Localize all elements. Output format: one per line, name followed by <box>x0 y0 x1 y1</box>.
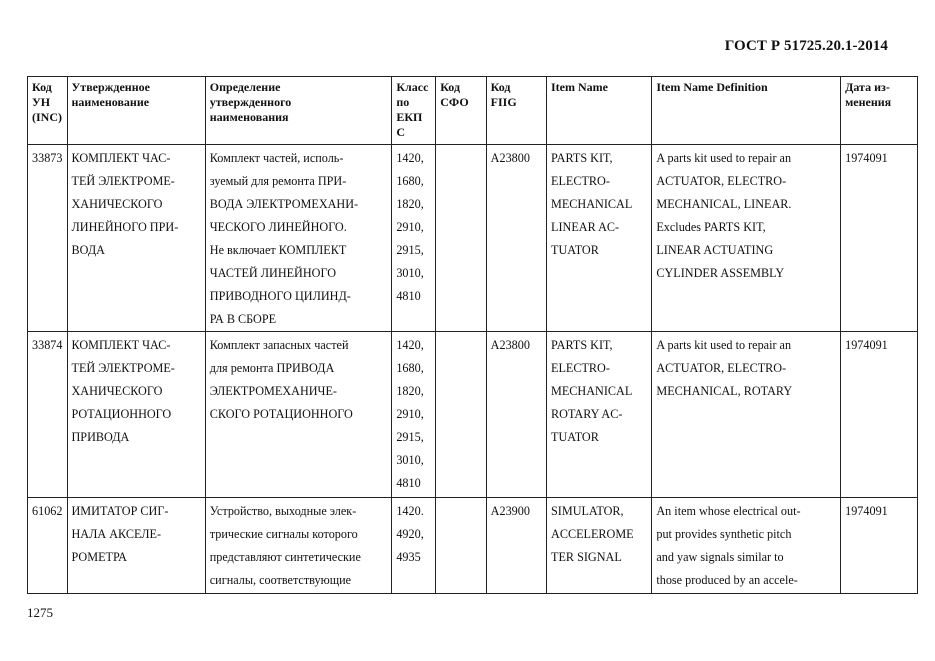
cell-sfo <box>436 145 486 332</box>
cell-class: 1420, 1680, 1820, 2910, 2915, 3010, 4810 <box>392 145 436 332</box>
cell-name: КОМПЛЕКТ ЧАС- ТЕЙ ЭЛЕКТРОМЕ- ХАНИЧЕСКОГО ЛИНЕЙНОГО ПРИ- ВОДА <box>67 145 205 332</box>
header-fiig: Код FIIG <box>486 77 546 145</box>
cell-inc: 61062 <box>28 498 68 594</box>
header-item-name-definition: Item Name Definition <box>652 77 841 145</box>
cell-date: 1974091 <box>841 498 918 594</box>
cell-item-definition: An item whose electrical out- put provides synthetic pitch and yaw signals similar to those produced by an accele- <box>652 498 841 594</box>
table-header-row <box>28 77 918 145</box>
header-sfo: Код СФО <box>436 77 486 145</box>
catalog-table <box>27 76 918 594</box>
cell-definition: Комплект частей, исполь- зуемый для ремонта ПРИ- ВОДА ЭЛЕКТРОМЕХАНИ- ЧЕСКОГО ЛИНЕЙНОГО. Не включает КОМПЛЕКТ ЧАСТЕЙ ЛИНЕЙНОГО ПРИВОДНОГО ЦИЛИНД- РА В СБОРЕ <box>205 145 392 332</box>
cell-fiig: A23800 <box>486 332 546 498</box>
cell-name: КОМПЛЕКТ ЧАС- ТЕЙ ЭЛЕКТРОМЕ- ХАНИЧЕСКОГО РОТАЦИОННОГО ПРИВОДА <box>67 332 205 498</box>
cell-definition: Комплект запасных частей для ремонта ПРИВОДА ЭЛЕКТРОМЕХАНИЧЕ- СКОГО РОТАЦИОННОГО <box>205 332 392 498</box>
cell-item-name: SIMULATOR, ACCELEROME TER SIGNAL <box>547 498 652 594</box>
cell-definition: Устройство, выходные элек- трические сигналы которого представляют синтетические сигналы, соответствующие <box>205 498 392 594</box>
document-code: ГОСТ Р 51725.20.1-2014 <box>724 38 888 54</box>
table-row <box>28 332 918 498</box>
cell-class: 1420. 4920, 4935 <box>392 498 436 594</box>
header-inc: Код УН (INC) <box>28 77 68 145</box>
cell-item-definition: A parts kit used to repair an ACTUATOR, ELECTRO- MECHANICAL, ROTARY <box>652 332 841 498</box>
cell-fiig: A23800 <box>486 145 546 332</box>
cell-name: ИМИТАТОР СИГ- НАЛА АКСЕЛЕ- РОМЕТРА <box>67 498 205 594</box>
cell-date: 1974091 <box>841 145 918 332</box>
header-approved-name: Утвержденное наименование <box>67 77 205 145</box>
cell-item-definition: A parts kit used to repair an ACTUATOR, ELECTRO- MECHANICAL, LINEAR. Excludes PARTS KIT, LINEAR ACTUATING CYLINDER ASSEMBLY <box>652 145 841 332</box>
cell-item-name: PARTS KIT, ELECTRO- MECHANICAL LINEAR AC- TUATOR <box>547 145 652 332</box>
header-item-name: Item Name <box>547 77 652 145</box>
cell-inc: 33873 <box>28 145 68 332</box>
cell-date: 1974091 <box>841 332 918 498</box>
header-definition: Определение утвержденного наименования <box>205 77 392 145</box>
table-row <box>28 498 918 594</box>
cell-fiig: A23900 <box>486 498 546 594</box>
header-change-date: Дата из- менения <box>841 77 918 145</box>
cell-inc: 33874 <box>28 332 68 498</box>
cell-sfo <box>436 332 486 498</box>
cell-sfo <box>436 498 486 594</box>
cell-item-name: PARTS KIT, ELECTRO- MECHANICAL ROTARY AC- TUATOR <box>547 332 652 498</box>
table-row <box>28 145 918 332</box>
cell-class: 1420, 1680, 1820, 2910, 2915, 3010, 4810 <box>392 332 436 498</box>
page-number: 1275 <box>27 605 53 620</box>
header-class: Класс по ЕКП С <box>392 77 436 145</box>
